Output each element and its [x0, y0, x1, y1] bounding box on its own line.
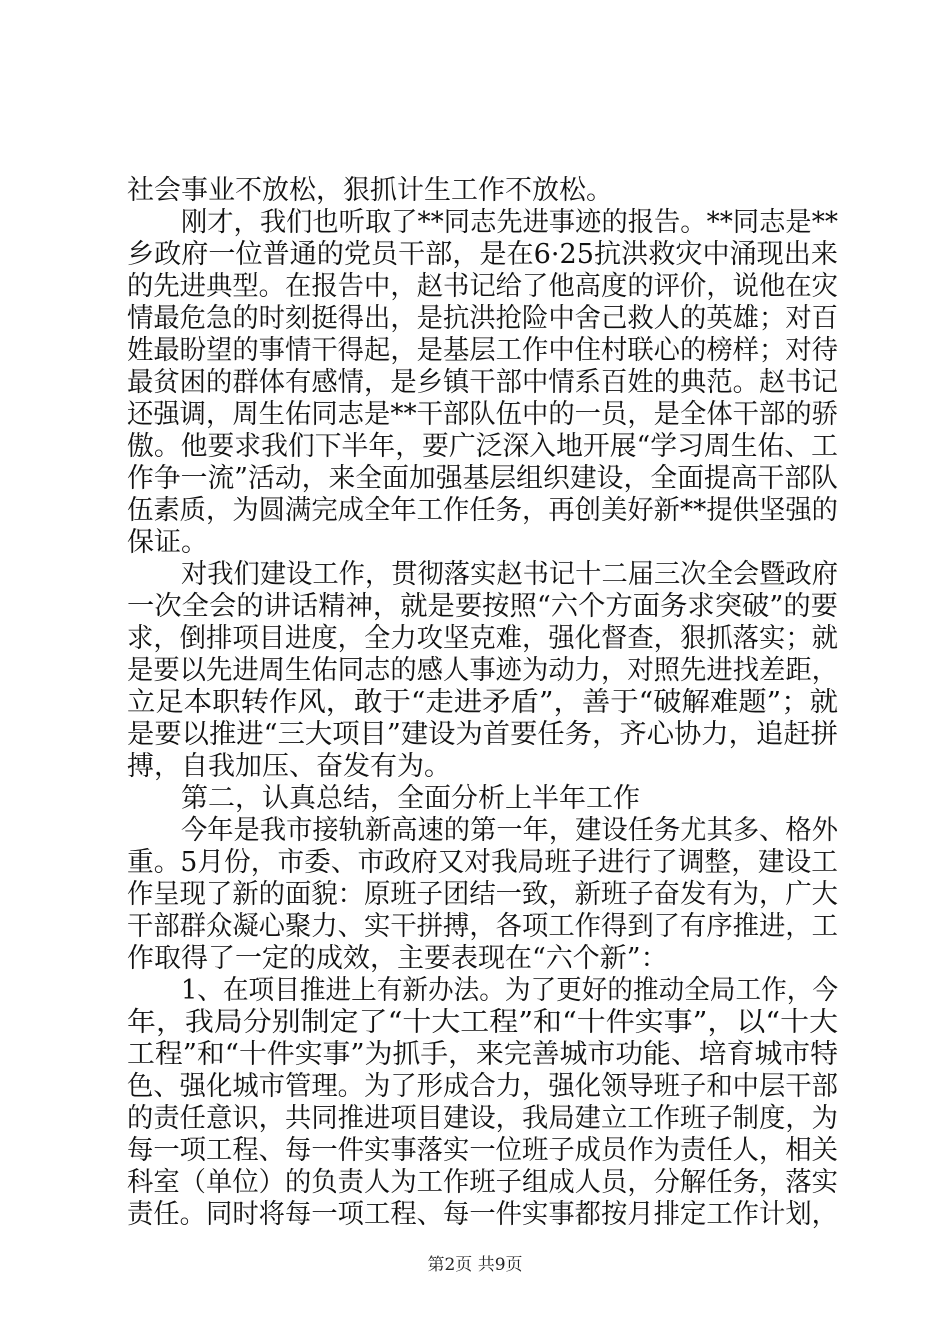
line-text: 1、在项目推进上有新办法。为了更好的推动全局工作，今: [181, 975, 839, 1006]
line-text: 最贫困的群体有感情，是乡镇干部中情系百姓的典范。赵书记: [127, 367, 838, 398]
line-text: 作呈现了新的面貌：原班子团结一致，新班子奋发有为，广大: [127, 879, 838, 910]
line-text: 姓最盼望的事情干得起，是基层工作中住村联心的榜样；对待: [127, 335, 838, 366]
line-text: 年，我局分别制定了“十大工程”和“十件实事”，以“十大: [127, 1007, 839, 1038]
line-text: 对我们建设工作，贯彻落实赵书记十二届三次全会暨政府: [181, 559, 838, 590]
line-text: 工程”和“十件实事”为抓手，来完善城市功能、培育城市特: [127, 1039, 839, 1070]
line-text: 保证。: [127, 527, 208, 558]
line-text: 责任。同时将每一项工程、每一件实事都按月排定工作计划，: [127, 1199, 838, 1230]
line-text: 一次全会的讲话精神，就是要按照“六个方面务求突破”的要: [127, 591, 838, 622]
line-text: 科室（单位）的负责人为工作班子组成人员，分解任务，落实: [127, 1167, 838, 1198]
line-text: 的先进典型。在报告中，赵书记给了他高度的评价，说他在灾: [127, 271, 838, 302]
line-text: 傲。他要求我们下半年，要广泛深入地开展“学习周生佑、工: [127, 431, 839, 462]
line-text: 的责任意识，共同推进项目建设，我局建立工作班子制度，为: [127, 1103, 838, 1134]
line-text: 作争一流”活动，来全面加强基层组织建设，全面提高干部队: [127, 463, 839, 494]
line-text: 立足本职转作风，敢于“走进矛盾”，善于“破解难题”；就: [127, 687, 838, 718]
line-text: 重。5月份，市委、市政府又对我局班子进行了调整，建设工: [127, 847, 838, 878]
line-text: 求，倒排项目进度，全力攻坚克难，强化督查，狠抓落实；就: [127, 623, 838, 654]
text-line: [0, 1195, 950, 1235]
line-text: 伍素质，为圆满完成全年工作任务，再创美好新**提供坚强的: [127, 495, 838, 526]
line-text: 色、强化城市管理。为了形成合力，强化领导班子和中层干部: [127, 1071, 838, 1102]
line-text: 第二，认真总结，全面分析上半年工作: [181, 783, 640, 814]
line-text: 干部群众凝心聚力、实干拼搏，各项工作得到了有序推进，工: [127, 911, 838, 942]
line-text: 社会事业不放松，狠抓计生工作不放松。: [127, 175, 613, 206]
line-text: 是要以先进周生佑同志的感人事迹为动力，对照先进找差距，: [127, 655, 838, 686]
line-text: 今年是我市接轨新高速的第一年，建设任务尤其多、格外: [181, 815, 838, 846]
page-number: 第2页 共9页: [427, 1255, 523, 1275]
page-footer: [0, 1253, 950, 1277]
line-text: 是要以推进“三大项目”建设为首要任务，齐心协力，追赶拼: [127, 719, 838, 750]
line-text: 作取得了一定的成效，主要表现在“六个新”：: [127, 943, 668, 974]
line-text: 刚才，我们也听取了**同志先进事迹的报告。**同志是**: [181, 207, 838, 238]
line-text: 每一项工程、每一件实事落实一位班子成员作为责任人，相关: [127, 1135, 838, 1166]
line-text: 还强调，周生佑同志是**干部队伍中的一员，是全体干部的骄: [127, 399, 838, 430]
line-text: 乡政府一位普通的党员干部，是在6·25抗洪救灾中涌现出来: [127, 239, 839, 270]
line-text: 情最危急的时刻挺得出，是抗洪抢险中舍己救人的英雄；对百: [127, 303, 838, 334]
line-text: 搏，自我加压、奋发有为。: [127, 751, 451, 782]
